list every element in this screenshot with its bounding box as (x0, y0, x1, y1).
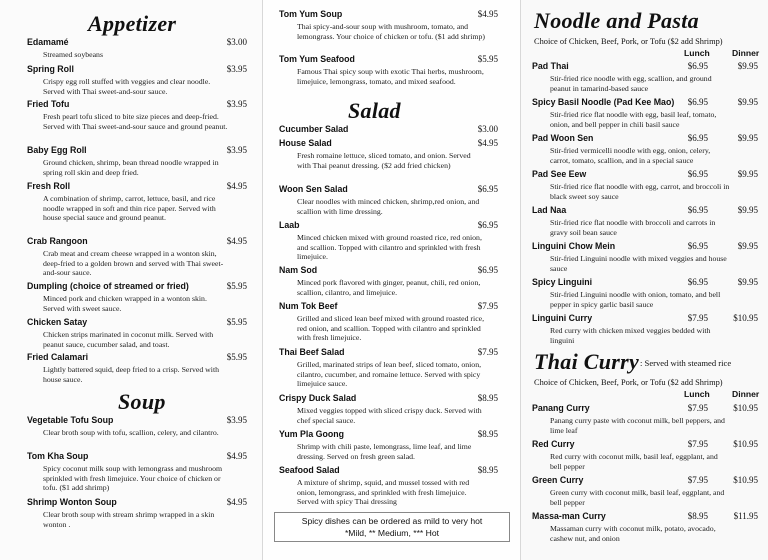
menu-item-name: Pad Woon Sen (532, 133, 594, 143)
menu-item-price: $8.95 (477, 393, 498, 403)
menu-item-name: Num Tok Beef (279, 301, 338, 311)
spicy-note-box (274, 512, 510, 542)
menu-item-name: Spring Roll (27, 64, 74, 74)
menu-item-price: $6.95 (477, 220, 498, 230)
menu-item-price: $3.95 (226, 415, 247, 425)
menu-item-price: $4.95 (226, 451, 247, 461)
menu-item-name: Vegetable Tofu Soup (27, 415, 114, 425)
menu-item-name: Baby Egg Roll (27, 145, 87, 155)
menu-item-name: Fresh Roll (27, 181, 71, 191)
menu-item-name: Crispy Duck Salad (279, 393, 357, 403)
menu-item-price: $7.95 (477, 301, 498, 311)
menu-item-price: $3.00 (477, 124, 498, 134)
menu-item-description: Stir-fried rice flat noodle with egg, carrot, and broccoli in black sweet soy sauce (550, 182, 730, 201)
menu-item-dinner-price: $9.95 (737, 97, 758, 107)
menu-item-name: Chicken Satay (27, 317, 88, 327)
menu-item-description: Stir-fried vermicelli noodle with egg, onion, celery, carrot, tomato, scallion, and in a special sauce (550, 146, 711, 165)
menu-item-dinner-price: $9.95 (737, 241, 758, 251)
menu-item-description: Minced pork flavored with ginger, peanut, chili, red onion, scallion, cilantro, and limejuice. (297, 278, 481, 297)
menu-item-lunch-price: $6.95 (687, 61, 708, 71)
menu-item-description: Stir-fried Linguini noodle with mixed veggies and house sauce (550, 254, 727, 273)
menu-item-price: $5.95 (226, 352, 247, 362)
menu-item-price: $4.95 (226, 236, 247, 246)
spicy-note-line-2: *Mild, ** Medium, *** Hot (344, 528, 440, 538)
menu-item-dinner-price: $10.95 (733, 439, 758, 449)
noodle-dinner-header: Dinner (732, 48, 760, 58)
menu-item-name: Fried Tofu (27, 99, 70, 109)
curry-choice-note: Choice of Chicken, Beef, Pork, or Tofu ($2 add Shrimp) (534, 378, 723, 387)
menu-item-description: Lightly battered squid, deep fried to a crisp. Served with house sauce. (43, 365, 220, 384)
menu-item-name: Seafood Salad (279, 465, 340, 475)
menu-item-description: Clear noodles with minced chicken, shrimp,red onion, and scallion with lime dressing. (297, 197, 480, 216)
menu-item-name: Crab Rangoon (27, 236, 88, 246)
menu-item-lunch-price: $7.95 (687, 403, 708, 413)
menu-item-description: Stir-fried rice flat noodle with broccoli and carrots in gravy soil bean sauce (550, 218, 716, 237)
menu-item-description: Streamed soybeans (43, 50, 103, 59)
menu-item-dinner-price: $9.95 (737, 61, 758, 71)
menu-item-name: Tom Yum Soup (279, 9, 343, 19)
menu-item-description: Stir-fried Linguini noodle with onion, tomato, and bell pepper in spicy garlic basil sauce (550, 290, 721, 309)
curry-dinner-header: Dinner (732, 389, 760, 399)
menu-item-name: Spicy Linguini (532, 277, 593, 287)
menu-item-dinner-price: $10.95 (733, 475, 758, 485)
menu-item-price: $6.95 (477, 265, 498, 275)
menu-item-description: Crispy egg roll stuffed with veggies and clear noodle. Served with Thai sweet-and-sour sauce. (43, 77, 211, 96)
menu-item-name: Yum Pla Goong (279, 429, 345, 439)
menu-item-name: Linguini Chow Mein (532, 241, 616, 251)
menu-item-name: Pad Thai (532, 61, 569, 71)
menu-item-lunch-price: $6.95 (687, 205, 708, 215)
menu-item-description: A combination of shrimp, carrot, lettuce, basil, and rice noodle wrapped in soft and thin rice paper. Served with house special sauce and ground peanut. (43, 194, 216, 223)
menu-item-name: House Salad (279, 138, 332, 148)
fold-line (262, 0, 263, 560)
menu-item-lunch-price: $6.95 (687, 277, 708, 287)
menu-item-lunch-price: $6.95 (687, 169, 708, 179)
menu-item-lunch-price: $7.95 (687, 313, 708, 323)
menu-item-price: $3.00 (226, 37, 247, 47)
menu-item-description: Clear broth soup with stream shrimp wrapped in a skin wonton . (43, 510, 215, 529)
menu-item-description: Minced chicken mixed with ground roasted rice, red onion, and scallion. Topped with cilantro and sprinkled with fresh limejuice. (297, 233, 482, 262)
menu-item-name: Tom Kha Soup (27, 451, 89, 461)
spicy-note-line-1: Spicy dishes can be ordered as mild to very hot (301, 516, 483, 526)
menu-item-description: Thai spicy-and-sour soup with mushroom, tomato, and lemongrass. Your choice of chicken or tofu. ($1 add shrimp) (297, 22, 485, 41)
menu-item-name: Red Curry (532, 439, 575, 449)
menu-item-name: Thai Beef Salad (279, 347, 345, 357)
curry-subtitle: : Served with steamed rice (640, 358, 732, 368)
menu-item-price: $4.95 (477, 138, 498, 148)
menu-item-description: Grilled and sliced lean beef mixed with ground roasted rice, red onion, and scallion. Topped with cilantro and sprinkled with fresh limejuice. (297, 314, 485, 343)
menu-item-description: A mixture of shrimp, squid, and mussel tossed with red onion, lemongrass, and sprinkled with fresh limejuice. Served with spicy Thai dressing (297, 478, 470, 507)
menu-item-description: Chicken strips marinated in coconut milk. Served with peanut sauce, cucumber salad, and toast. (43, 330, 214, 349)
menu-item-description: Green curry with coconut milk, basil leaf, eggplant, and bell pepper (550, 488, 725, 507)
menu-item-price: $3.95 (226, 64, 247, 74)
menu-item-price: $5.95 (226, 281, 247, 291)
menu-item-lunch-price: $7.95 (687, 475, 708, 485)
section-title-appetizer: Appetizer (88, 11, 177, 36)
menu-item-description: Grilled, marinated strips of lean beef, sliced tomato, onion, cilantro, cucumber, and romaine lettuce. Served with spicy limejuice sauce. (297, 360, 482, 389)
section-title-soup: Soup (118, 389, 166, 414)
menu-item-dinner-price: $9.95 (737, 277, 758, 287)
menu-item-description: Red curry with chicken mixed veggies bedded with linguini (550, 326, 711, 345)
menu-item-description: Mixed veggies topped with sliced crispy duck. Served with chef special sauce. (297, 406, 482, 425)
menu-item-price: $3.95 (226, 99, 247, 109)
menu-item-name: Green Curry (532, 475, 584, 485)
menu-item-description: Panang curry paste with coconut milk, bell peppers, and lime leaf (550, 416, 725, 435)
menu-item-description: Crab meat and cream cheese wrapped in a wonton skin, deep-fried to a golden brown and served with Thai sweet-and-sour sauce. (43, 249, 224, 278)
menu-item-dinner-price: $9.95 (737, 169, 758, 179)
menu-item-lunch-price: $6.95 (687, 133, 708, 143)
menu-item-dinner-price: $10.95 (733, 313, 758, 323)
menu-item-price: $8.95 (477, 429, 498, 439)
menu-item-name: Woon Sen Salad (279, 184, 348, 194)
menu-item-description: Shrimp with chili paste, lemongrass, lime leaf, and lime dressing. Served on fresh green salad. (297, 442, 472, 461)
menu-item-lunch-price: $7.95 (687, 439, 708, 449)
menu-item-description: Red curry with coconut milk, basil leaf, eggplant, and bell pepper (550, 452, 718, 471)
menu-item-name: Laab (279, 220, 300, 230)
noodle-lunch-header: Lunch (684, 48, 710, 58)
menu-item-lunch-price: $6.95 (687, 97, 708, 107)
menu-item-description: Minced pork and chicken wrapped in a wonton skin. Served with sweet sauce. (43, 294, 207, 313)
menu-item-dinner-price: $10.95 (733, 403, 758, 413)
menu-item-description: Massaman curry with coconut milk, potato, avocado, cashew nut, and onion (550, 524, 716, 543)
menu-item-name: Cucumber Salad (279, 124, 349, 134)
menu-item-price: $4.95 (477, 9, 498, 19)
menu-item-price: $5.95 (226, 317, 247, 327)
menu-item-name: Massa-man Curry (532, 511, 606, 521)
menu-item-name: Linguini Curry (532, 313, 593, 323)
menu-item-name: Spicy Basil Noodle (Pad Kee Mao) (532, 97, 675, 107)
menu-item-price: $7.95 (477, 347, 498, 357)
menu-item-price: $5.95 (477, 54, 498, 64)
menu-item-lunch-price: $6.95 (687, 241, 708, 251)
menu-item-name: Shrimp Wonton Soup (27, 497, 117, 507)
menu-item-description: Stir-fried rice flat noodle with egg, basil leaf, tomato, onion, and bell pepper in chili basil sauce (550, 110, 717, 129)
curry-lunch-header: Lunch (684, 389, 710, 399)
menu-item-description: Famous Thai spicy soup with exotic Thai herbs, mushroom, limejuice, lemongrass, tomato, and mixed seafood. (297, 67, 484, 86)
menu-item-description: Spicy coconut milk soup with lemongrass and mushroom sprinkled with fresh limejuice. Your choice of chicken or tofu. ($1 add shrimp) (43, 464, 223, 493)
menu-item-price: $3.95 (226, 145, 247, 155)
menu-item-name: Dumpling (choice of streamed or fried) (27, 281, 189, 291)
menu-item-description: Stir-fried rice noodle with egg, scallion, and ground peanut in tamarind-based sauce (550, 74, 712, 93)
menu-item-dinner-price: $11.95 (733, 511, 758, 521)
menu-item-price: $4.95 (226, 181, 247, 191)
menu-item-description: Ground chicken, shrimp, bean thread noodle wrapped in spring roll skin and deep fried. (43, 158, 219, 177)
menu-item-price: $6.95 (477, 184, 498, 194)
menu-item-price: $8.95 (477, 465, 498, 475)
menu-item-name: Lad Naa (532, 205, 567, 215)
menu-item-description: Fresh pearl tofu sliced to bite size pieces and deep-fried. Served with Thai sweet-and-sour sauce and ground peanut. (43, 112, 228, 131)
menu-item-dinner-price: $9.95 (737, 133, 758, 143)
fold-line (520, 0, 521, 560)
section-title-noodle: Noodle and Pasta (534, 8, 699, 33)
section-title-curry: Thai Curry (534, 349, 640, 374)
menu-item-name: Edamamé (27, 37, 69, 47)
menu-item-name: Tom Yum Seafood (279, 54, 355, 64)
menu-item-name: Nam Sod (279, 265, 318, 275)
section-title-salad: Salad (348, 98, 401, 123)
menu-item-dinner-price: $9.95 (737, 205, 758, 215)
menu-item-name: Fried Calamari (27, 352, 89, 362)
menu-item-description: Clear broth soup with tofu, scallion, celery, and cilantro. (43, 428, 219, 437)
menu-item-name: Panang Curry (532, 403, 590, 413)
noodle-choice-note: Choice of Chicken, Beef, Pork, or Tofu ($2 add Shrimp) (534, 37, 723, 46)
menu-item-price: $4.95 (226, 497, 247, 507)
menu-item-lunch-price: $8.95 (687, 511, 708, 521)
menu-item-name: Pad See Eew (532, 169, 587, 179)
menu-item-description: Fresh romaine lettuce, sliced tomato, and onion. Served with Thai peanut dressing. ($2 add fried chicken) (297, 151, 471, 170)
